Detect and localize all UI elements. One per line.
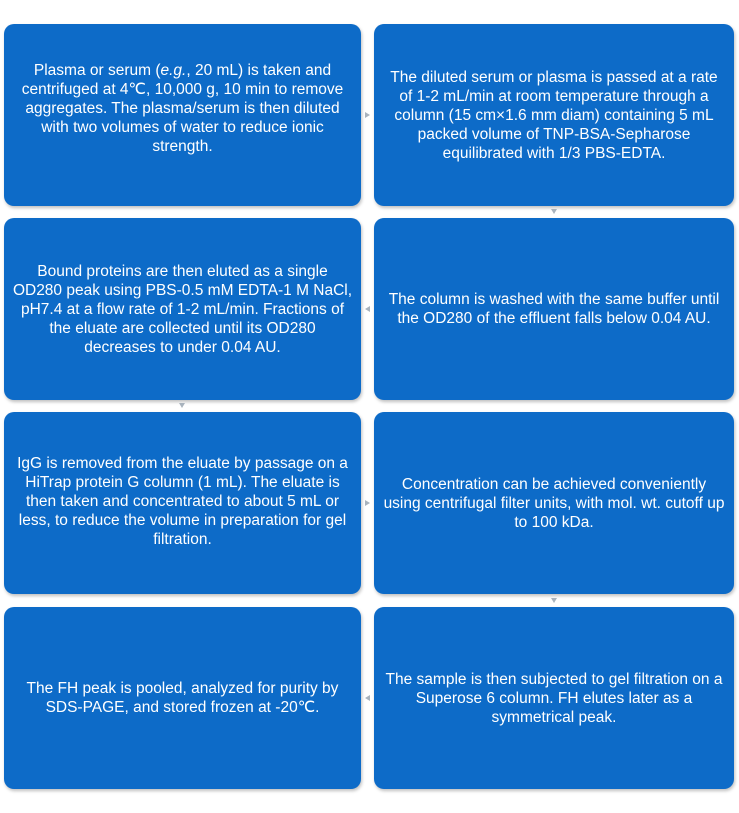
step-2-box: [374, 24, 734, 206]
step-3-text: The column is washed with the same buffer until the OD280 of the effluent falls below 0.04 AU.: [388, 291, 720, 327]
step-5-box: [4, 412, 361, 594]
step-6-text: Concentration can be achieved conveniently using centrifugal filter units, with mol. wt. cutoff up to 100 kDa.: [383, 475, 725, 531]
step-1-text-start: Plasma or serum (: [33, 61, 161, 79]
step-4-box: [4, 218, 361, 400]
step-8-text: The FH peak is pooled, analyzed for purity by SDS-PAGE, and stored frozen at -20℃.: [26, 680, 339, 716]
step-1-box: [4, 24, 361, 206]
arrow-right-icon: [365, 112, 370, 118]
step-6-box: [374, 412, 734, 594]
arrow-down-icon: [551, 209, 557, 214]
step-7-box: [374, 607, 734, 789]
step-1-text: [12, 61, 353, 156]
step-5-text: IgG is removed from the eluate by passage on a HiTrap protein G column (1 mL). The eluate is then taken and concentrated to about 5 mL or less, to reduce the volume in preparation for gel filtration.: [17, 454, 348, 548]
step-7-text: The sample is then subjected to gel filtration on a Superose 6 column. FH elutes later as a symmetrical peak.: [385, 670, 723, 726]
arrow-left-icon: [365, 306, 370, 312]
arrow-down-icon: [179, 403, 185, 408]
step-1-text-end: , 20 mL) is taken and centrifuged at 4℃, 10,000 g, 10 min to remove aggregates. The plasma/serum is then diluted with two volumes of water to reduce ionic strength.: [21, 61, 344, 155]
step-1-text-italic: e.g.: [160, 61, 187, 79]
arrow-left-icon: [365, 695, 370, 701]
arrow-down-icon: [551, 598, 557, 603]
arrow-right-icon: [365, 500, 370, 506]
step-2-text: The diluted serum or plasma is passed at a rate of 1-2 mL/min at room temperature through a column (15 cm×1.6 mm diam) containing 5 mL packed volume of TNP-BSA-Sepharose equilibrated with 1/3 PBS-EDTA.: [390, 68, 718, 162]
step-8-box: [4, 607, 361, 789]
step-3-box: [374, 218, 734, 400]
step-4-text: Bound proteins are then eluted as a single OD280 peak using PBS-0.5 mM EDTA-1 M NaCl, pH7.4 at a flow rate of 1-2 mL/min. Fractions of the eluate are collected until its OD280 decreases to under 0.04 AU.: [12, 262, 353, 356]
